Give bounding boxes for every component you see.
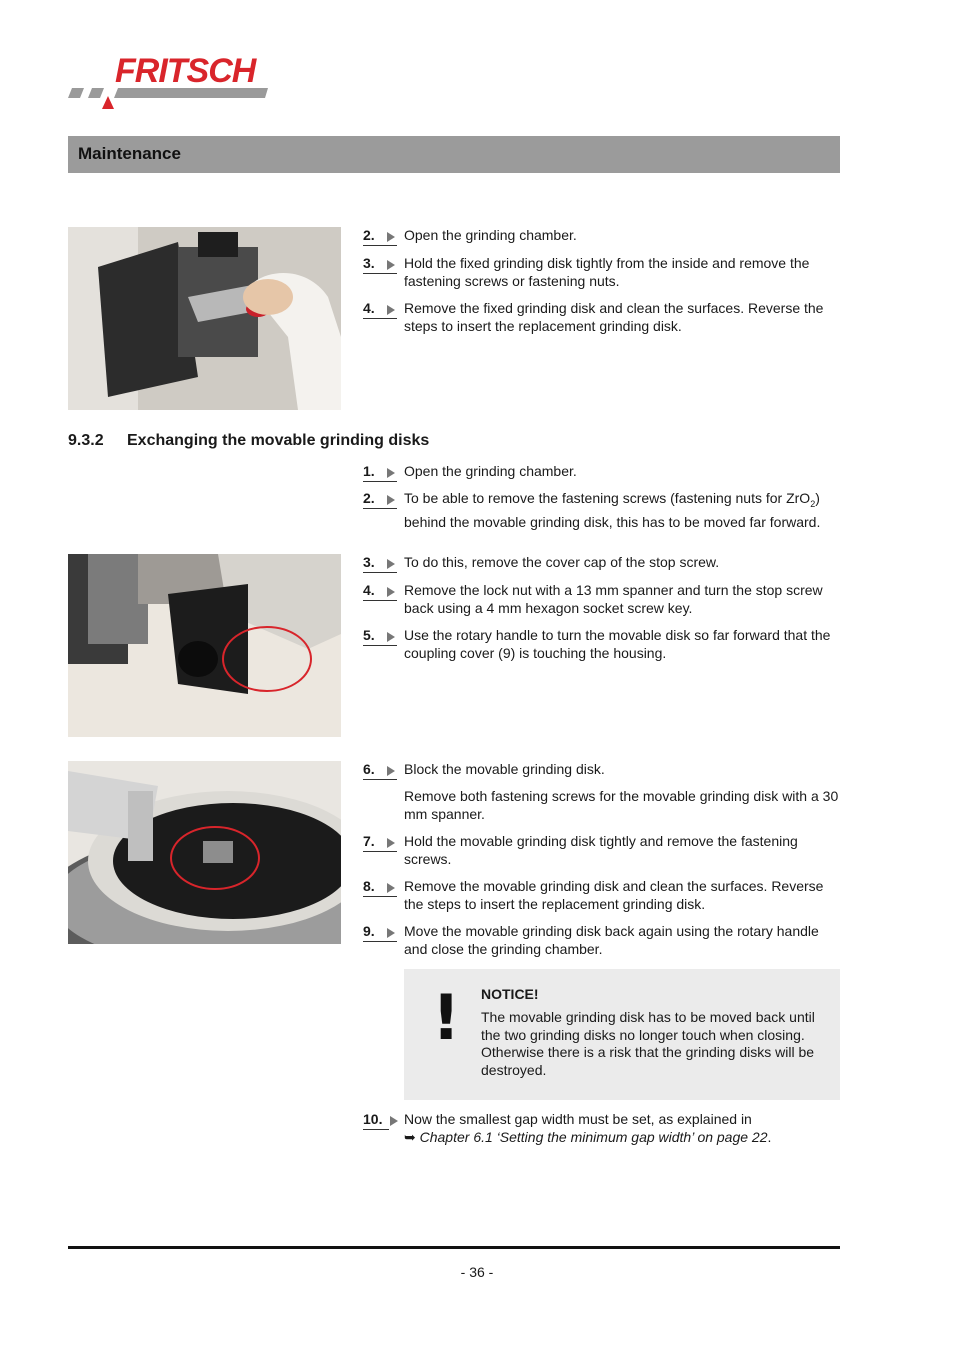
step-text: To do this, remove the cover cap of the stop screw. (404, 554, 720, 570)
chapter-link[interactable]: ➥ Chapter 6.1 ‘Setting the minimum gap width’ on page 22. (404, 1129, 772, 1145)
step-text: Hold the movable grinding disk tightly and remove the fastening screws. (404, 833, 798, 867)
list-item (363, 581, 841, 617)
list-item (363, 877, 841, 913)
step-text: Block the movable grinding disk. (404, 761, 605, 777)
step-number: 2. (363, 489, 397, 509)
list-item (363, 832, 841, 868)
list-item (363, 626, 841, 662)
step-arrow-icon (387, 559, 395, 569)
step-number: 5. (363, 626, 397, 646)
step-text: Now the smallest gap width must be set, as explained in (404, 1111, 752, 1127)
step-arrow-icon (387, 468, 395, 478)
step-text: Open the grinding chamber. (404, 463, 577, 479)
step-arrow-icon (387, 260, 395, 270)
exclamation-icon: ! (432, 981, 461, 1054)
list-item (363, 760, 841, 778)
list-item (363, 226, 841, 244)
footer-divider (68, 1246, 840, 1249)
step-number: 7. (363, 832, 397, 852)
step-text: Remove both fastening screws for the movable grinding disk with a 30 mm spanner. (404, 788, 839, 822)
step-text: Hold the fixed grinding disk tightly from the inside and remove the fastening screws or fastening nuts. (404, 255, 810, 289)
step-arrow-icon (387, 587, 395, 597)
step-text: Remove the movable grinding disk and clean the surfaces. Reverse the steps to insert the replacement grinding disk. (404, 878, 824, 912)
step-number: 9. (363, 922, 397, 942)
step-text: Remove the fixed grinding disk and clean the surfaces. Reverse the steps to insert the replacement grinding disk. (404, 300, 824, 334)
step-number: 3. (363, 553, 397, 573)
step-arrow-icon (387, 232, 395, 242)
step-text: Open the grinding chamber. (404, 227, 577, 243)
subsection-title: Exchanging the movable grinding disks (127, 432, 430, 449)
step-number: 2. (363, 226, 397, 246)
step-number: 10. (363, 1110, 389, 1130)
step-number: 4. (363, 299, 397, 319)
photo-movable-disk-screws (68, 761, 341, 944)
list-item (363, 922, 841, 958)
notice-box (404, 969, 840, 1100)
subsection-heading (68, 432, 429, 450)
step-number: 8. (363, 877, 397, 897)
step-arrow-icon (387, 883, 395, 893)
step-number: 3. (363, 254, 397, 274)
photo-fixed-disk-removal (68, 227, 341, 410)
list-item (363, 787, 841, 823)
link-arrow-icon: ➥ (404, 1129, 416, 1145)
step-text: Move the movable grinding disk back again using the rotary handle and close the grinding chamber. (404, 923, 819, 957)
step-arrow-icon (387, 495, 395, 505)
subsection-number: 9.3.2 (68, 432, 104, 449)
step-text: To be able to remove the fastening screws (fastening nuts for ZrO$_2$) behind the movable grinding disk, this has to be moved far forward. (404, 490, 821, 530)
step-arrow-icon (387, 305, 395, 315)
step-arrow-icon (387, 766, 395, 776)
photo-stop-screw (68, 554, 341, 737)
step-text: Remove the lock nut with a 13 mm spanner and turn the stop screw back using a 4 mm hexagon socket screw key. (404, 582, 823, 616)
step-arrow-icon (387, 838, 395, 848)
section-header-bar (68, 136, 840, 173)
step-text: Use the rotary handle to turn the movable disk so far forward that the coupling cover (9) is touching the housing. (404, 627, 831, 661)
page-number: - 36 - (460, 1264, 494, 1280)
page-title: Maintenance (78, 144, 181, 163)
notice-body: The movable grinding disk has to be moved back until the two grinding disks no longer touch when closing. Otherwise there is a risk that the grinding disks will be destroyed. (481, 1009, 815, 1078)
notice-title: NOTICE! (481, 986, 539, 1002)
step-arrow-icon (390, 1116, 398, 1126)
list-item (363, 553, 841, 571)
list-item (363, 299, 841, 335)
list-item (363, 1110, 841, 1146)
step-arrow-icon (387, 928, 395, 938)
step-number: 6. (363, 760, 397, 780)
list-item (363, 254, 841, 290)
step-number: 4. (363, 581, 397, 601)
list-item (363, 489, 841, 531)
step-number: 1. (363, 462, 397, 482)
logo-wordmark: FRITSCH (115, 52, 256, 90)
list-item (363, 462, 841, 480)
step-arrow-icon (387, 632, 395, 642)
